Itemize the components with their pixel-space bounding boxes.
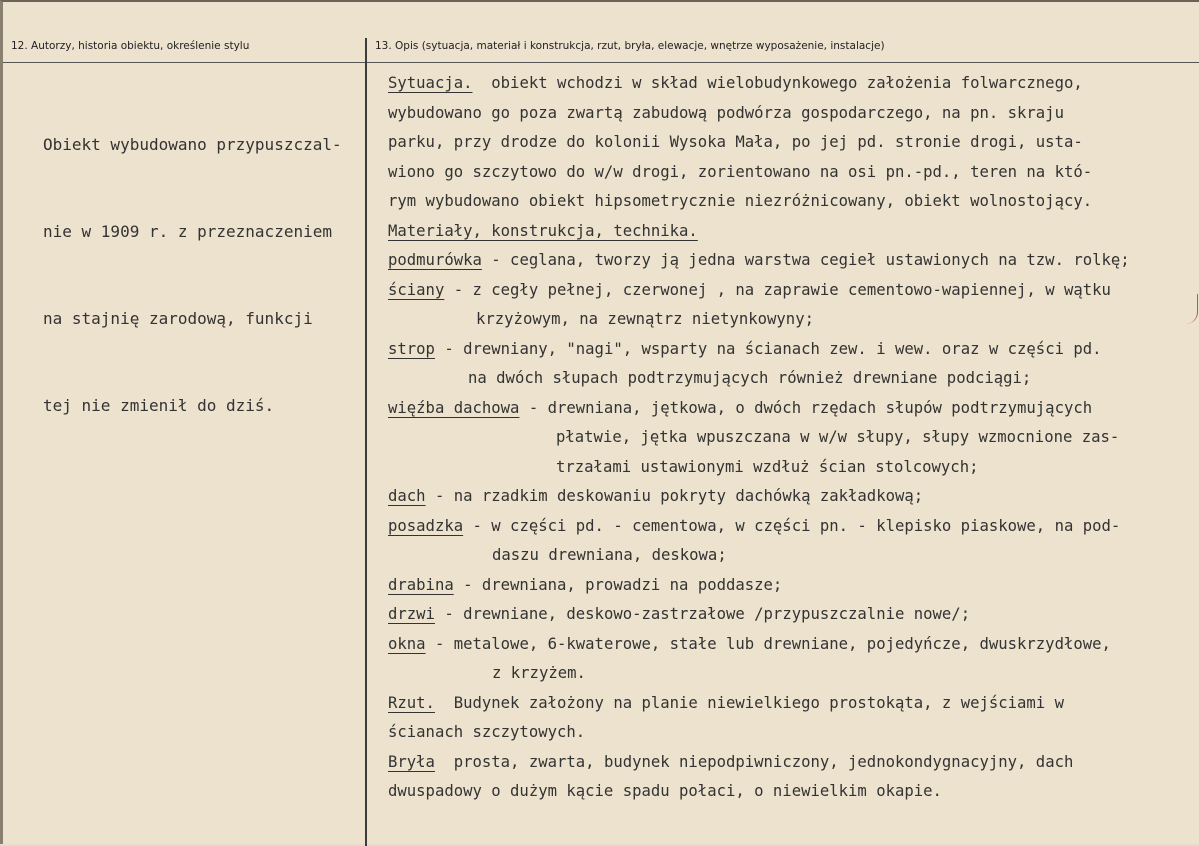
column-divider (365, 38, 367, 846)
desc-line: krzyżowym, na zewnątrz nietynkowyny; (476, 310, 814, 328)
desc-line: wiono go szczytowo do w/w drogi, zorientowano na osi pn.-pd., teren na któ- (388, 162, 1093, 181)
term-posadzka: posadzka (388, 516, 464, 535)
term-strop: strop (388, 339, 435, 358)
desc-line (388, 246, 1188, 276)
term-okna: okna (388, 634, 426, 653)
desc-line (388, 689, 1188, 719)
desc-text: - drewniane, deskowo-zastrzałowe /przypuszczalnie nowe/; (434, 605, 971, 623)
term-sciany: ściany (388, 280, 445, 299)
desc-line (388, 482, 1188, 512)
term-rzut: Rzut. (388, 693, 435, 712)
desc-line: rym wybudowano obiekt hipsometrycznie niezróżnicowany, obiekt wolnostojący. (388, 192, 1093, 210)
desc-text: - metalowe, 6-kwaterowe, stałe lub drewniane, pojedyńcze, dwuskrzydłowe, (425, 634, 1111, 653)
desc-line (388, 394, 1188, 424)
desc-line: ścianach szczytowych. (388, 723, 586, 741)
desc-text: - w części pd. - cementowa, w części pn. - klepisko piaskowe, na pod- (463, 516, 1121, 535)
desc-line (388, 335, 1188, 365)
desc-line (388, 217, 1188, 247)
description-text (388, 69, 1188, 807)
desc-line: parku, przy drodze do kolonii Wysoka Mała, po jej pd. stronie drogi, usta- (388, 133, 1083, 151)
desc-text: prosta, zwarta, budynek niepodpiwniczony, jednokondygnacyjny, dach (434, 752, 1074, 771)
desc-line: daszu drewniana, deskowa; (492, 546, 727, 564)
history-line: nie w 1909 r. z przeznaczeniem (43, 222, 332, 241)
term-sytuacja: Sytuacja. (388, 74, 473, 92)
history-line: Obiekt wybudowano przypuszczal- (43, 135, 342, 154)
desc-line: dwuspadowy o dużym kącie spadu połaci, o niewielkim okapie. (388, 782, 942, 800)
section-12-header: 12. Autorzy, historia obiektu, określenie stylu (11, 40, 250, 52)
term-wiezba: więźba dachowa (388, 398, 520, 417)
term-podmurowka: podmurówka (388, 251, 482, 269)
desc-text: obiekt wchodzi w skład wielobudynkowego założenia folwarcznego, (472, 74, 1083, 92)
desc-line: na dwóch słupach podtrzymujących również drewniane podciągi; (468, 369, 1032, 387)
section-13-header: 13. Opis (sytuacja, materiał i konstrukcja, rzut, bryła, elewacje, wnętrze wyposażenie, instalacje) (375, 40, 885, 52)
desc-line (388, 630, 1188, 660)
term-materialy: Materiały, konstrukcja, technika. (388, 221, 698, 240)
desc-line (388, 69, 1188, 99)
desc-line (388, 600, 1188, 630)
desc-line (388, 512, 1188, 542)
desc-line (388, 276, 1188, 306)
desc-line (388, 571, 1188, 601)
desc-text: - drewniana, prowadzi na poddasze; (453, 575, 783, 594)
desc-text: - z cegły pełnej, czerwonej , na zaprawie cementowo-wapiennej, w wątku (444, 280, 1111, 299)
desc-line (388, 748, 1188, 778)
history-text (43, 72, 363, 478)
term-bryla: Bryła (388, 752, 435, 771)
desc-text: - drewniana, jętkowa, o dwóch rzędach słupów podtrzymujących (519, 398, 1093, 417)
desc-line: płatwie, jętka wpuszczana w w/w słupy, słupy wzmocnione zas- (556, 428, 1120, 446)
desc-text: Budynek założony na planie niewielkiego prostokąta, z wejściami w (434, 693, 1064, 712)
desc-line: wybudowano go poza zwartą zabudową podwórza gospodarczego, na pn. skraju (388, 103, 1064, 122)
desc-line: z krzyżem. (492, 664, 586, 682)
desc-text: - na rzadkim deskowaniu pokryty dachówką zakładkową; (425, 487, 924, 505)
history-line: na stajnię zarodową, funkcji (43, 309, 313, 328)
desc-text: - ceglana, tworzy ją jedna warstwa cegieł ustawionych na tzw. rolkę; (481, 251, 1130, 269)
term-drabina: drabina (388, 575, 454, 594)
history-line: tej nie zmienił do dziś. (43, 396, 275, 415)
term-dach: dach (388, 487, 426, 505)
header-divider (3, 62, 1199, 63)
desc-line: trzałami ustawionymi wzdłuż ścian stolcowych; (556, 457, 979, 476)
term-drzwi: drzwi (388, 605, 435, 623)
desc-text: - drewniany, "nagi", wsparty na ścianach zew. i wew. oraz w części pd. (434, 339, 1102, 358)
